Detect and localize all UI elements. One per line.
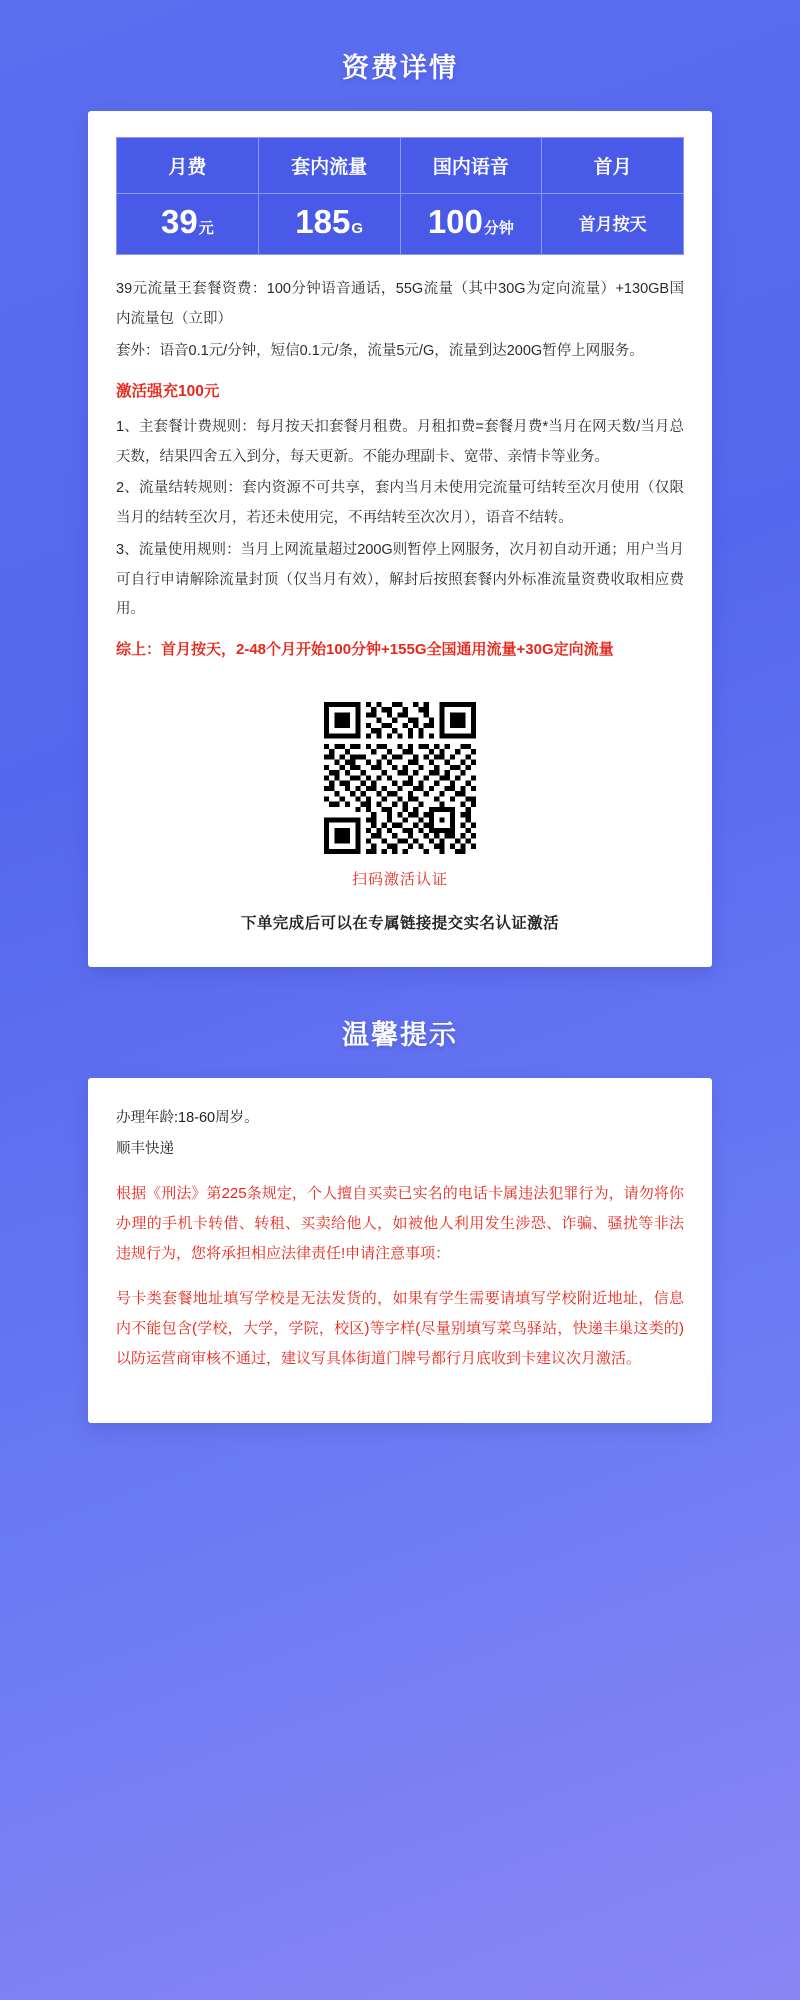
fee-rule-1: 1、主套餐计费规则：每月按天扣套餐月租费。月租扣费=套餐月费*当月在网天数/当月总天数，结果四舍五入到分，每天更新。不能办理副卡、宽带、亲情卡等业务。 bbox=[116, 419, 684, 465]
tips-address-notice: 号卡类套餐地址填写学校是无法发货的，如果有学生需要请填写学校附近地址，信息内不能包含(学校，大学，学院，校区)等字样(尽量别填写菜鸟驿站，快递丰巢这类的)以防运营商审核不通过，建议写具体街道门牌号都行月底收到卡建议次月激活。 bbox=[116, 1290, 684, 1368]
cell-included-data-value: 185 bbox=[295, 203, 351, 240]
table-header-domestic-voice: 国内语音 bbox=[400, 138, 542, 194]
table-header-monthly-fee: 月费 bbox=[117, 138, 259, 194]
qr-code-image[interactable] bbox=[324, 702, 476, 854]
cell-monthly-fee-value: 39 bbox=[161, 203, 198, 240]
tips-shipping-line: 顺丰快递 bbox=[116, 1141, 174, 1158]
cell-included-data bbox=[258, 194, 400, 255]
table-header-included-data: 套内流量 bbox=[258, 138, 400, 194]
page-title-fee: 资费详情 bbox=[342, 53, 458, 83]
cell-monthly-fee bbox=[117, 194, 259, 255]
fee-paragraph-1: 39元流量王套餐资费：100分钟语音通话，55G流量（其中30G为定向流量）+130GB国内流量包（立即） bbox=[116, 281, 684, 328]
table-header-first-month: 首月 bbox=[542, 138, 684, 194]
page-title-tips: 温馨提示 bbox=[342, 1020, 458, 1051]
qr-activation-note: 下单完成后可以在专属链接提交实名认证激活 bbox=[240, 915, 559, 933]
cell-first-month bbox=[542, 194, 684, 255]
qr-section bbox=[116, 702, 684, 933]
table-row bbox=[117, 194, 684, 255]
cell-included-data-unit: G bbox=[351, 220, 363, 237]
qr-caption: 扫码激活认证 bbox=[351, 871, 448, 889]
cell-domestic-voice-unit: 分钟 bbox=[483, 220, 514, 237]
table-header-row bbox=[117, 138, 684, 194]
tips-card bbox=[88, 1078, 712, 1423]
cell-domestic-voice bbox=[400, 194, 542, 255]
activation-topup-highlight: 激活强充100元 bbox=[116, 383, 220, 401]
plan-table bbox=[116, 137, 684, 255]
cell-first-month-value: 首月按天 bbox=[578, 214, 647, 234]
fee-paragraph-2: 套外：语音0.1元/分钟，短信0.1元/条，流量5元/G，流量到达200G暂停上网服务。 bbox=[116, 342, 644, 359]
fee-card bbox=[88, 111, 712, 967]
cell-domestic-voice-value: 100 bbox=[427, 203, 483, 240]
cell-monthly-fee-unit: 元 bbox=[198, 220, 214, 237]
tips-age-line: 办理年龄:18-60周岁。 bbox=[116, 1110, 259, 1127]
fee-summary: 综上：首月按天，2-48个月开始100分钟+155G全国通用流量+30G定向流量 bbox=[116, 641, 614, 659]
fee-rule-3: 3、流量使用规则：当月上网流量超过200G则暂停上网服务，次月初自动开通；用户当月可自行申请解除流量封顶（仅当月有效），解封后按照套餐内外标准流量资费收取相应费用。 bbox=[116, 541, 684, 618]
fee-rule-2: 2、流量结转规则：套内资源不可共享，套内当月未使用完流量可结转至次月使用（仅限当月的结转至次月，若还未使用完，不再结转至次次月），语音不结转。 bbox=[116, 480, 684, 527]
tips-legal-warning: 根据《刑法》第225条规定，个人擅自买卖已实名的电话卡属违法犯罪行为，请勿将你办理的手机卡转借、转租、买卖给他人，如被他人利用发生涉恐、诈骗、骚扰等非法违规行为，您将承担相应法律责任!申请注意事项： bbox=[116, 1185, 684, 1263]
